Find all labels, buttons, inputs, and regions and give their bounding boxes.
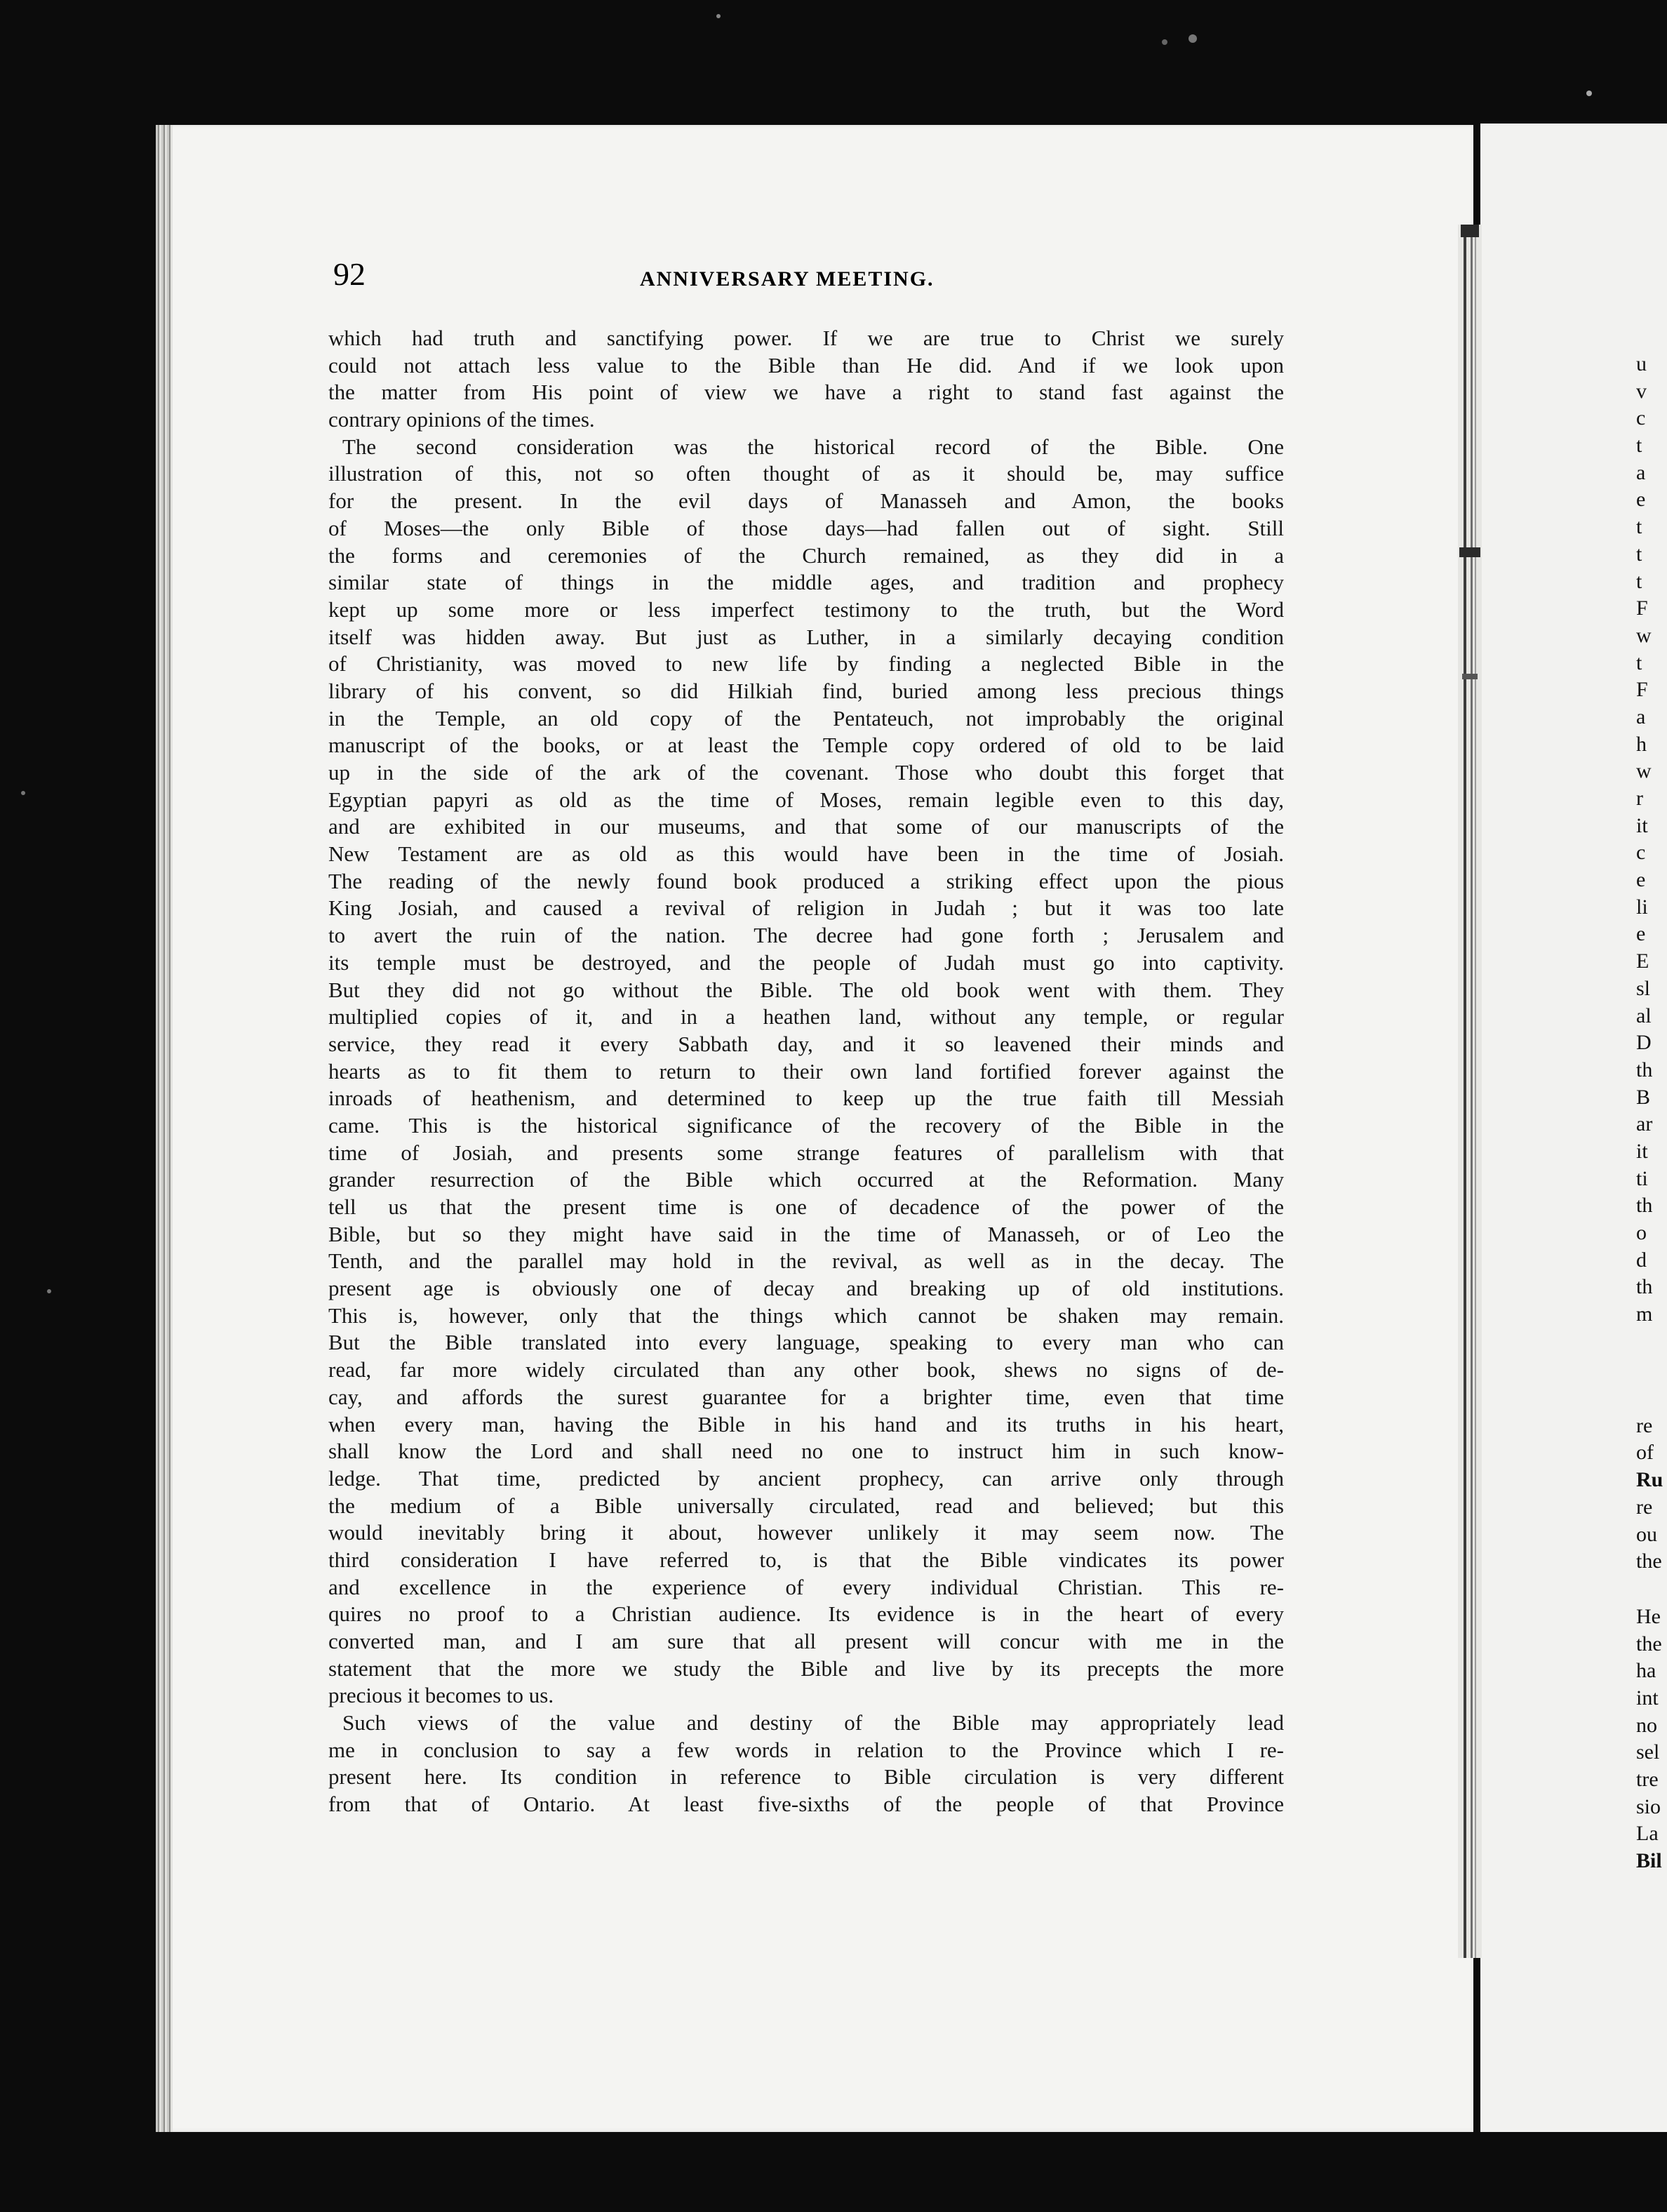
- fragment: sel: [1636, 1740, 1660, 1764]
- text-line: of Moses—the only Bible of those days—had fallen out of sight. Still: [328, 515, 1284, 540]
- text-line: for the present. In the evil days of Manasseh and Amon, the books: [328, 488, 1284, 514]
- fragment: of: [1636, 1441, 1654, 1465]
- text-line: The second consideration was the historical record of the Bible. One: [342, 434, 1284, 459]
- fragment: d: [1636, 1248, 1647, 1272]
- fragment: c: [1636, 841, 1646, 865]
- text-line: contrary opinions of the times.: [328, 407, 595, 432]
- binding-gutter: [1458, 225, 1482, 1958]
- text-line: and are exhibited in our museums, and that some of our manuscripts of the: [328, 814, 1284, 839]
- text-line: would inevitably bring it about, however unlikely it may seem now. The: [328, 1520, 1284, 1545]
- fragment: r: [1636, 787, 1643, 810]
- fragment: B: [1636, 1085, 1651, 1109]
- fragment-gap: [1636, 1575, 1667, 1604]
- text-line: statement that the more we study the Bible and live by its precepts the more: [328, 1655, 1284, 1681]
- text-line: present here. Its condition in reference to Bible circulation is very different: [328, 1764, 1284, 1790]
- fragment: F: [1636, 678, 1648, 702]
- text-line: Such views of the value and destiny of the Bible may appropriately lead: [342, 1710, 1284, 1735]
- running-head: ANNIVERSARY MEETING.: [640, 267, 935, 291]
- fragment: e: [1636, 868, 1646, 892]
- fragment: it: [1636, 813, 1648, 837]
- text-line: read, far more widely circulated than any other book, shews no signs of de-: [328, 1357, 1284, 1382]
- text-line: Tenth, and the parallel may hold in the revival, as well as in the decay. The: [328, 1248, 1284, 1274]
- fragment: h: [1636, 732, 1647, 756]
- text-line: ledge. That time, predicted by ancient prophecy, can arrive only through: [328, 1465, 1284, 1491]
- text-line: came. This is the historical significance of the recovery of the Bible in the: [328, 1112, 1284, 1138]
- text-line: up in the side of the ark of the covenant. Those who doubt this forget that: [328, 760, 1284, 785]
- fragment: tre: [1636, 1768, 1659, 1791]
- fragment: t: [1636, 542, 1642, 566]
- text-line: in the Temple, an old copy of the Pentateuch, not improbably the original: [328, 705, 1284, 731]
- body-text: [328, 325, 1284, 1818]
- fragment: sio: [1636, 1794, 1661, 1818]
- fragment: t: [1636, 515, 1642, 539]
- text-line: kept up some more or less imperfect testimony to the truth, but the Word: [328, 597, 1284, 622]
- text-line: its temple must be destroyed, and the people of Judah must go into captivity.: [328, 950, 1284, 975]
- text-line: quires no proof to a Christian audience. Its evidence is in the heart of every: [328, 1601, 1284, 1627]
- text-line: But the Bible translated into every language, speaking to every man who can: [328, 1330, 1284, 1355]
- text-line: New Testament are as old as this would have been in the time of Josiah.: [328, 841, 1284, 867]
- fragment: th: [1636, 1275, 1653, 1299]
- fragment: the: [1636, 1632, 1662, 1655]
- text-line: when every man, having the Bible in his hand and its truths in his heart,: [328, 1411, 1284, 1437]
- text-line: converted man, and I am sure that all present will concur with me in the: [328, 1629, 1284, 1653]
- text-line: shall know the Lord and shall need no one to instruct him in such know-: [328, 1439, 1284, 1464]
- fragment: ha: [1636, 1659, 1656, 1683]
- fragment: Bil: [1636, 1849, 1662, 1873]
- fragment: a: [1636, 460, 1646, 484]
- fragment: a: [1636, 705, 1646, 728]
- text-line: precious it becomes to us.: [328, 1683, 554, 1708]
- fragment: ar: [1636, 1112, 1653, 1136]
- fragment: F: [1636, 597, 1648, 620]
- text-line: time of Josiah, and presents some strange features of parallelism with that: [328, 1140, 1284, 1165]
- text-line: library of his convent, so did Hilkiah find, buried among less precious things: [328, 678, 1284, 703]
- text-line: service, they read it every Sabbath day, and it so leavened their minds and: [328, 1031, 1284, 1056]
- text-line: itself was hidden away. But just as Luther, in a similarly decaying condition: [328, 624, 1284, 649]
- text-line: which had truth and sanctifying power. If we are true to Christ we surely: [328, 326, 1284, 350]
- fragment: re: [1636, 1413, 1653, 1437]
- text-line: King Josiah, and caused a revival of religion in Judah ; but it was too late: [328, 895, 1284, 921]
- fragment: ti: [1636, 1166, 1648, 1190]
- text-line: manuscript of the books, or at least the Temple copy ordered of old to be laid: [328, 733, 1284, 758]
- text-line: the forms and ceremonies of the Church remained, as they did in a: [328, 542, 1284, 568]
- fragment: e: [1636, 488, 1646, 512]
- text-line: the medium of a Bible universally circulated, read and believed; but this: [328, 1493, 1284, 1518]
- text-line: The reading of the newly found book produced a striking effect upon the pious: [328, 868, 1284, 893]
- text-line: Bible, but so they might have said in the time of Manasseh, or of Leo the: [328, 1221, 1284, 1246]
- fragment: La: [1636, 1822, 1659, 1846]
- page-edge-stack: [156, 125, 173, 2132]
- text-line: and excellence in the experience of every individual Christian. This re-: [328, 1574, 1284, 1599]
- fragment: li: [1636, 895, 1648, 919]
- text-line: me in conclusion to say a few words in relation to the Province which I re-: [328, 1737, 1284, 1762]
- text-line: similar state of things in the middle ages, and tradition and prophecy: [328, 570, 1284, 595]
- text-line: But they did not go without the Bible. The old book went with them. They: [328, 977, 1284, 1002]
- fragment: t: [1636, 434, 1642, 458]
- fragment: Ru: [1636, 1468, 1663, 1492]
- fragment: re: [1636, 1495, 1653, 1519]
- fragment: u: [1636, 352, 1647, 375]
- text-line: Egyptian papyri as old as the time of Moses, remain legible even to this day,: [328, 787, 1284, 812]
- text-line: tell us that the present time is one of decadence of the power of the: [328, 1194, 1284, 1219]
- text-line: inroads of heathenism, and determined to keep up the true faith till Messiah: [328, 1086, 1284, 1111]
- fragment: o: [1636, 1221, 1647, 1244]
- text-line: of Christianity, was moved to new life by finding a neglected Bible in the: [328, 651, 1284, 677]
- page-number: 92: [333, 256, 366, 292]
- fragment: int: [1636, 1686, 1659, 1710]
- fragment: t: [1636, 651, 1642, 674]
- fragment: t: [1636, 569, 1642, 593]
- fragment: sl: [1636, 976, 1651, 1000]
- fragment: th: [1636, 1058, 1653, 1081]
- fragment: D: [1636, 1031, 1652, 1055]
- fragment: ou: [1636, 1522, 1657, 1546]
- fragment: w: [1636, 623, 1652, 647]
- text-line: cay, and affords the surest guarantee for a brighter time, even that time: [328, 1384, 1284, 1409]
- fragment: c: [1636, 406, 1646, 430]
- text-line: hearts as to fit them to return to their own land fortified forever against the: [328, 1058, 1284, 1084]
- fragment: m: [1636, 1302, 1653, 1326]
- text-line: grander resurrection of the Bible which occurred at the Reformation. Many: [328, 1167, 1284, 1192]
- text-line: from that of Ontario. At least five-sixths of the people of that Province: [328, 1792, 1284, 1817]
- text-line: could not attach less value to the Bible than He did. And if we look upon: [328, 352, 1284, 378]
- fragment: He: [1636, 1604, 1661, 1628]
- fragment: it: [1636, 1139, 1648, 1163]
- text-line: to avert the ruin of the nation. The decree had gone forth ; Jerusalem and: [328, 923, 1284, 948]
- fragment: al: [1636, 1004, 1652, 1027]
- text-line: the matter from His point of view we have a right to stand fast against the: [328, 380, 1284, 405]
- text-line: illustration of this, not so often thought of as it should be, may suffice: [328, 461, 1284, 486]
- text-line: multiplied copies of it, and in a heathen land, without any temple, or regular: [328, 1004, 1284, 1030]
- fragment: e: [1636, 922, 1646, 946]
- text-line: third consideration I have referred to, is that the Bible vindicates its power: [328, 1547, 1284, 1572]
- fragment: th: [1636, 1194, 1653, 1218]
- fragment-gap: [1636, 1328, 1667, 1413]
- fragment: E: [1636, 950, 1649, 973]
- fragment: v: [1636, 379, 1647, 403]
- fragment: the: [1636, 1550, 1662, 1573]
- facing-page-text-fragments: [1636, 351, 1667, 1875]
- fragment: w: [1636, 759, 1652, 783]
- text-line: present age is obviously one of decay and breaking up of old institutions.: [328, 1276, 1284, 1301]
- text-line: This is, however, only that the things which cannot be shaken may remain.: [328, 1302, 1284, 1328]
- fragment: no: [1636, 1713, 1657, 1737]
